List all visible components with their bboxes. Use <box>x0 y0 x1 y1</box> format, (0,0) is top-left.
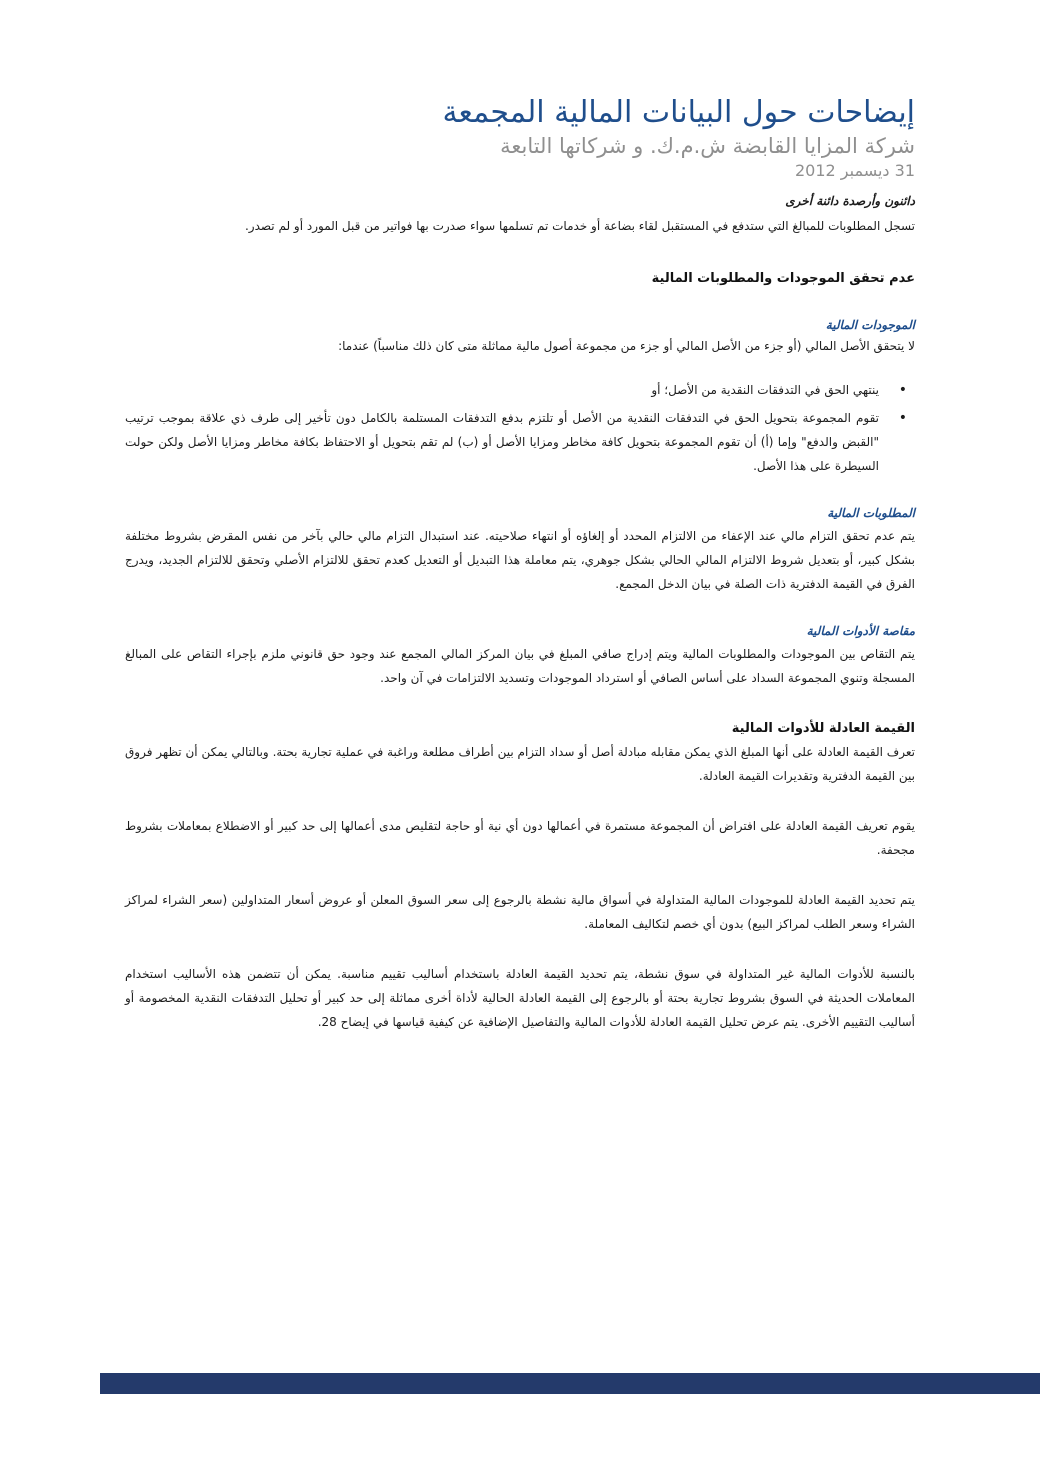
offsetting-text: يتم التقاص بين الموجودات والمطلوبات المالية ويتم إدراج صافي المبلغ في بيان المركز المالي المجمع عند وجود حق قانوني ملزم بإجراء التقاص على المبالغ المسجلة وتنوي المجموعة السداد على أساس الصافي أو استرداد الموجودات وتسديد الالتزامات في آن واحد. <box>125 647 915 685</box>
fair-value-paragraph: يقوم تعريف القيمة العادلة على افتراض أن المجموعة مستمرة في أعمالها دون أي نية أو حاجة لتقليص مدى أعمالها إلى حد كبير أو الاضطلاع بمعاملات بشروط مجحفة. <box>125 819 915 857</box>
fair-value-paragraph: تعرف القيمة العادلة على أنها المبلغ الذي يمكن مقابله مبادلة أصل أو سداد التزام بين أطراف مطلعة وراغبة في عملية تجارية بحتة. وبالتالي يمكن أن تظهر فروق بين القيمة الدفترية وتقديرات القيمة العادلة. <box>125 745 915 783</box>
payables-heading: دائنون وأرصدة دائنة أخرى <box>785 194 915 208</box>
fair-value-heading: القيمة العادلة للأدوات المالية <box>731 721 915 736</box>
company-name: شركة المزايا القابضة ش.م.ك. و شركاتها التابعة <box>500 134 915 158</box>
financial-assets-intro: لا يتحقق الأصل المالي (أو جزء من الأصل المالي أو جزء من مجموعة أصول مالية مماثلة متى كان ذلك مناسباً) عندما: <box>338 339 915 353</box>
report-date: 31 ديسمبر 2012 <box>794 161 915 180</box>
derecognition-heading: عدم تحقق الموجودات والمطلوبات المالية <box>651 271 915 286</box>
footer-bar <box>100 1373 1040 1394</box>
financial-liabilities-text: يتم عدم تحقق التزام مالي عند الإعفاء من الالتزام المحدد أو إلغاؤه أو انتهاء صلاحيته. عند استبدال التزام مالي حالي بآخر من نفس المقرض بشروط مختلفة بشكل كبير، أو بتعديل شروط الالتزام المالي الحالي بشكل جوهري، يتم معاملة هذا التبديل أو التعديل كعدم تحقق للالتزام الأصلي وتحقق للالتزام الجديد، ويدرج الفرق في القيمة الدفترية ذات الصلة في بيان الدخل المجمع. <box>125 529 915 591</box>
offsetting-heading: مقاصة الأدوات المالية <box>806 624 915 638</box>
page-title: إيضاحات حول البيانات المالية المجمعة <box>442 95 915 130</box>
derecognition-conditions-list <box>125 378 915 478</box>
financial-assets-heading: الموجودات المالية <box>825 318 915 332</box>
page-content <box>125 94 915 1034</box>
fair-value-paragraph: بالنسبة للأدوات المالية غير المتداولة في سوق نشطة، يتم تحديد القيمة العادلة باستخدام أساليب تقييم مناسبة. يمكن أن تتضمن هذه الأساليب استخدام المعاملات الحديثة في السوق بشروط تجارية بحتة أو بالرجوع إلى القيمة العادلة الحالية لأداة أخرى مماثلة إلى حد كبير أو تحليل التدفقات النقدية المخصومة أو أساليب التقييم الأخرى. يتم عرض تحليل القيمة العادلة للأدوات المالية والتفاصيل الإضافية عن كيفية قياسها في إيضاح 28. <box>125 967 915 1029</box>
list-item: • ينتهي الحق في التدفقات النقدية من الأصل؛ أو <box>125 378 879 402</box>
payables-text: تسجل المطلوبات للمبالغ التي ستدفع في المستقبل لقاء بضاعة أو خدمات تم تسلمها سواء صدرت بها فواتير من قبل المورد أو لم تصدر. <box>244 219 915 233</box>
list-item: • تقوم المجموعة بتحويل الحق في التدفقات النقدية من الأصل أو تلتزم بدفع التدفقات المستلمة بالكامل دون تأخير إلى طرف ذي علاقة بموجب ترتيب "القبض والدفع" وإما (أ) أن تقوم المجموعة بتحويل كافة مخاطر ومزايا الأصل أو (ب) لم تقم بتحويل أو الاحتفاظ بكافة مخاطر ومزايا الأصل ولكن حولت السيطرة على هذا الأصل. <box>125 406 879 478</box>
financial-liabilities-heading: المطلوبات المالية <box>827 506 915 520</box>
fair-value-paragraph: يتم تحديد القيمة العادلة للموجودات المالية المتداولة في أسواق مالية نشطة بالرجوع إلى سعر السوق المعلن أو عروض أسعار المتداولين (سعر الشراء لمراكز الشراء وسعر الطلب لمراكز البيع) بدون أي خصم لتكاليف المعاملة. <box>125 893 915 931</box>
